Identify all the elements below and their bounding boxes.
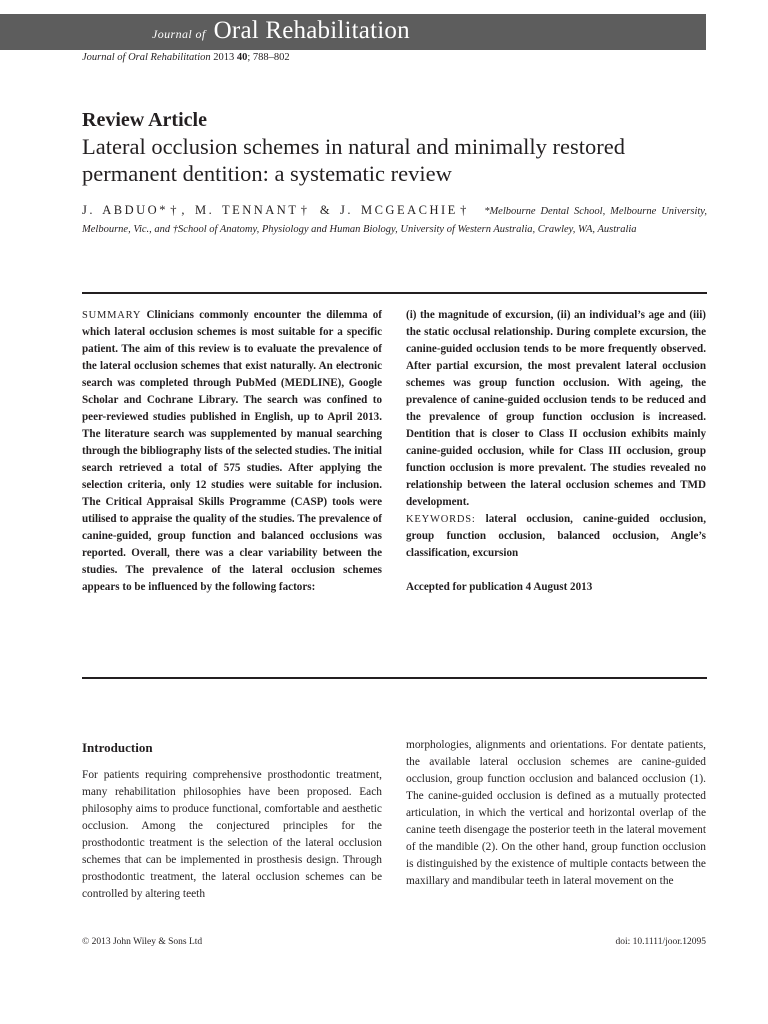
introduction-right-column — [406, 737, 706, 890]
abstract-bottom-rule — [82, 677, 707, 679]
abstract-left-paragraph — [82, 307, 382, 596]
author-names: J. ABDUO*†, M. TENNANT† & J. MCGEACHIE† — [82, 203, 472, 217]
abstract-left-text: Clinicians commonly encounter the dilemma of which lateral occlusion schemes is most suitable for a specific patient. The aim of this review is to evaluate the prevalence of the lateral occlusion schemes that exist naturally. An electronic search was completed through PubMed (MEDLINE), Google Scholar and Cochrane Library. The search was confined to peer-reviewed studies published in English, up to April 2013. The literature search was supplemented by manual searching through the bibliography lists of the selected studies. The initial search retrieved a total of 575 studies. After applying the selection criteria, only 12 studies were suitable for inclusion. The Critical Appraisal Skills Programme (CASP) tools were utilised to appraise the quality of the studies. The prevalence of canine-guided, group function and balanced occlusions was reported. Overall, there was a clear variability between the studies. The prevalence of the lateral occlusion schemes appears to be influenced by the following factors: — [82, 309, 382, 593]
banner-journal-name: Oral Rehabilitation — [213, 17, 410, 44]
abstract-right-text: (i) the magnitude of excursion, (ii) an individual’s age and (iii) the static occlusal relationship. During complete excursion, the canine-guided occlusion tends to be more frequently observed. After partial excursion, the most prevalent lateral occlusion schemes was group function occlusion. With ageing, the prevalence of canine-guided occlusion tends to be reduced and the prevalence of group function occlusion is increased. Dentition that is closer to Class II occlusion exhibits mainly canine-guided occlusion, while for Class III occlusion, group function occlusion is more prevalent. The studies revealed no relationship between the lateral occlusion schemes and TMD development. — [406, 309, 706, 508]
citation-journal: Journal of Oral Rehabilitation — [82, 52, 211, 63]
article-title: Lateral occlusion schemes in natural and minimally restored permanent dentition: a systematic review — [82, 134, 625, 186]
keywords-text: lateral occlusion, canine-guided occlusion, group function occlusion, balanced occlusion, Angle’s classification, excursion — [406, 513, 706, 559]
introduction-heading: Introduction — [82, 740, 153, 755]
citation-volume: 40 — [236, 52, 248, 63]
journal-logo — [152, 17, 410, 45]
journal-banner — [0, 14, 706, 50]
keywords-paragraph — [406, 511, 706, 562]
author-block — [82, 201, 707, 239]
introduction-right-text: morphologies, alignments and orientations. For dentate patients, the available lateral occlusion schemes are canine-guided occlusion, group function occlusion and balanced occlusion (1). The canine-guided occlusion is defined as a mutually protected articulation, in which the vertical and horizontal overlap of the canine teeth disengage the posterior teeth in the lateral movement of the mandible (2). On the other hand, group function occlusion is distinguished by the existence of multiple contacts between the maxillary and mandibular teeth in lateral movement on the — [406, 739, 706, 887]
introduction-left-text: For patients requiring comprehensive prosthodontic treatment, many rehabilitation philosophies have been proposed. Each philosophy aims to produce functional, comfortable and aesthetic occlusion. Among the conjectured principles for the prosthodontic treatment is the selection of the lateral occlusion schemes that can be implemented in prosthesis design. Through prosthodontic treatment, the lateral occlusion schemes can be controlled by altering teeth — [82, 769, 382, 900]
banner-journal-of: Journal of — [152, 27, 206, 41]
abstract-left-column — [82, 307, 382, 596]
abstract-top-rule — [82, 292, 707, 294]
summary-label: SUMMARY — [82, 310, 142, 321]
citation-line — [82, 52, 290, 63]
keywords-label: KEYWORDS: — [406, 514, 476, 525]
accepted-date: Accepted for publication 4 August 2013 — [406, 581, 593, 593]
author-affiliation: *Melbourne Dental School, Melbourne University, Melbourne, Vic., and †School of Anatomy, Physiology and Human Biology, University of Western Australia, Crawley, WA, Australia — [82, 206, 707, 235]
footer-doi: doi: 10.1111/joor.12095 — [615, 937, 706, 947]
citation-pages: ; 788–802 — [247, 52, 290, 63]
introduction-left-column — [82, 767, 382, 903]
abstract-right-column — [406, 307, 706, 596]
article-type: Review Article — [82, 109, 207, 131]
citation-year: 2013 — [213, 52, 235, 63]
footer-copyright: © 2013 John Wiley & Sons Ltd — [82, 937, 203, 947]
